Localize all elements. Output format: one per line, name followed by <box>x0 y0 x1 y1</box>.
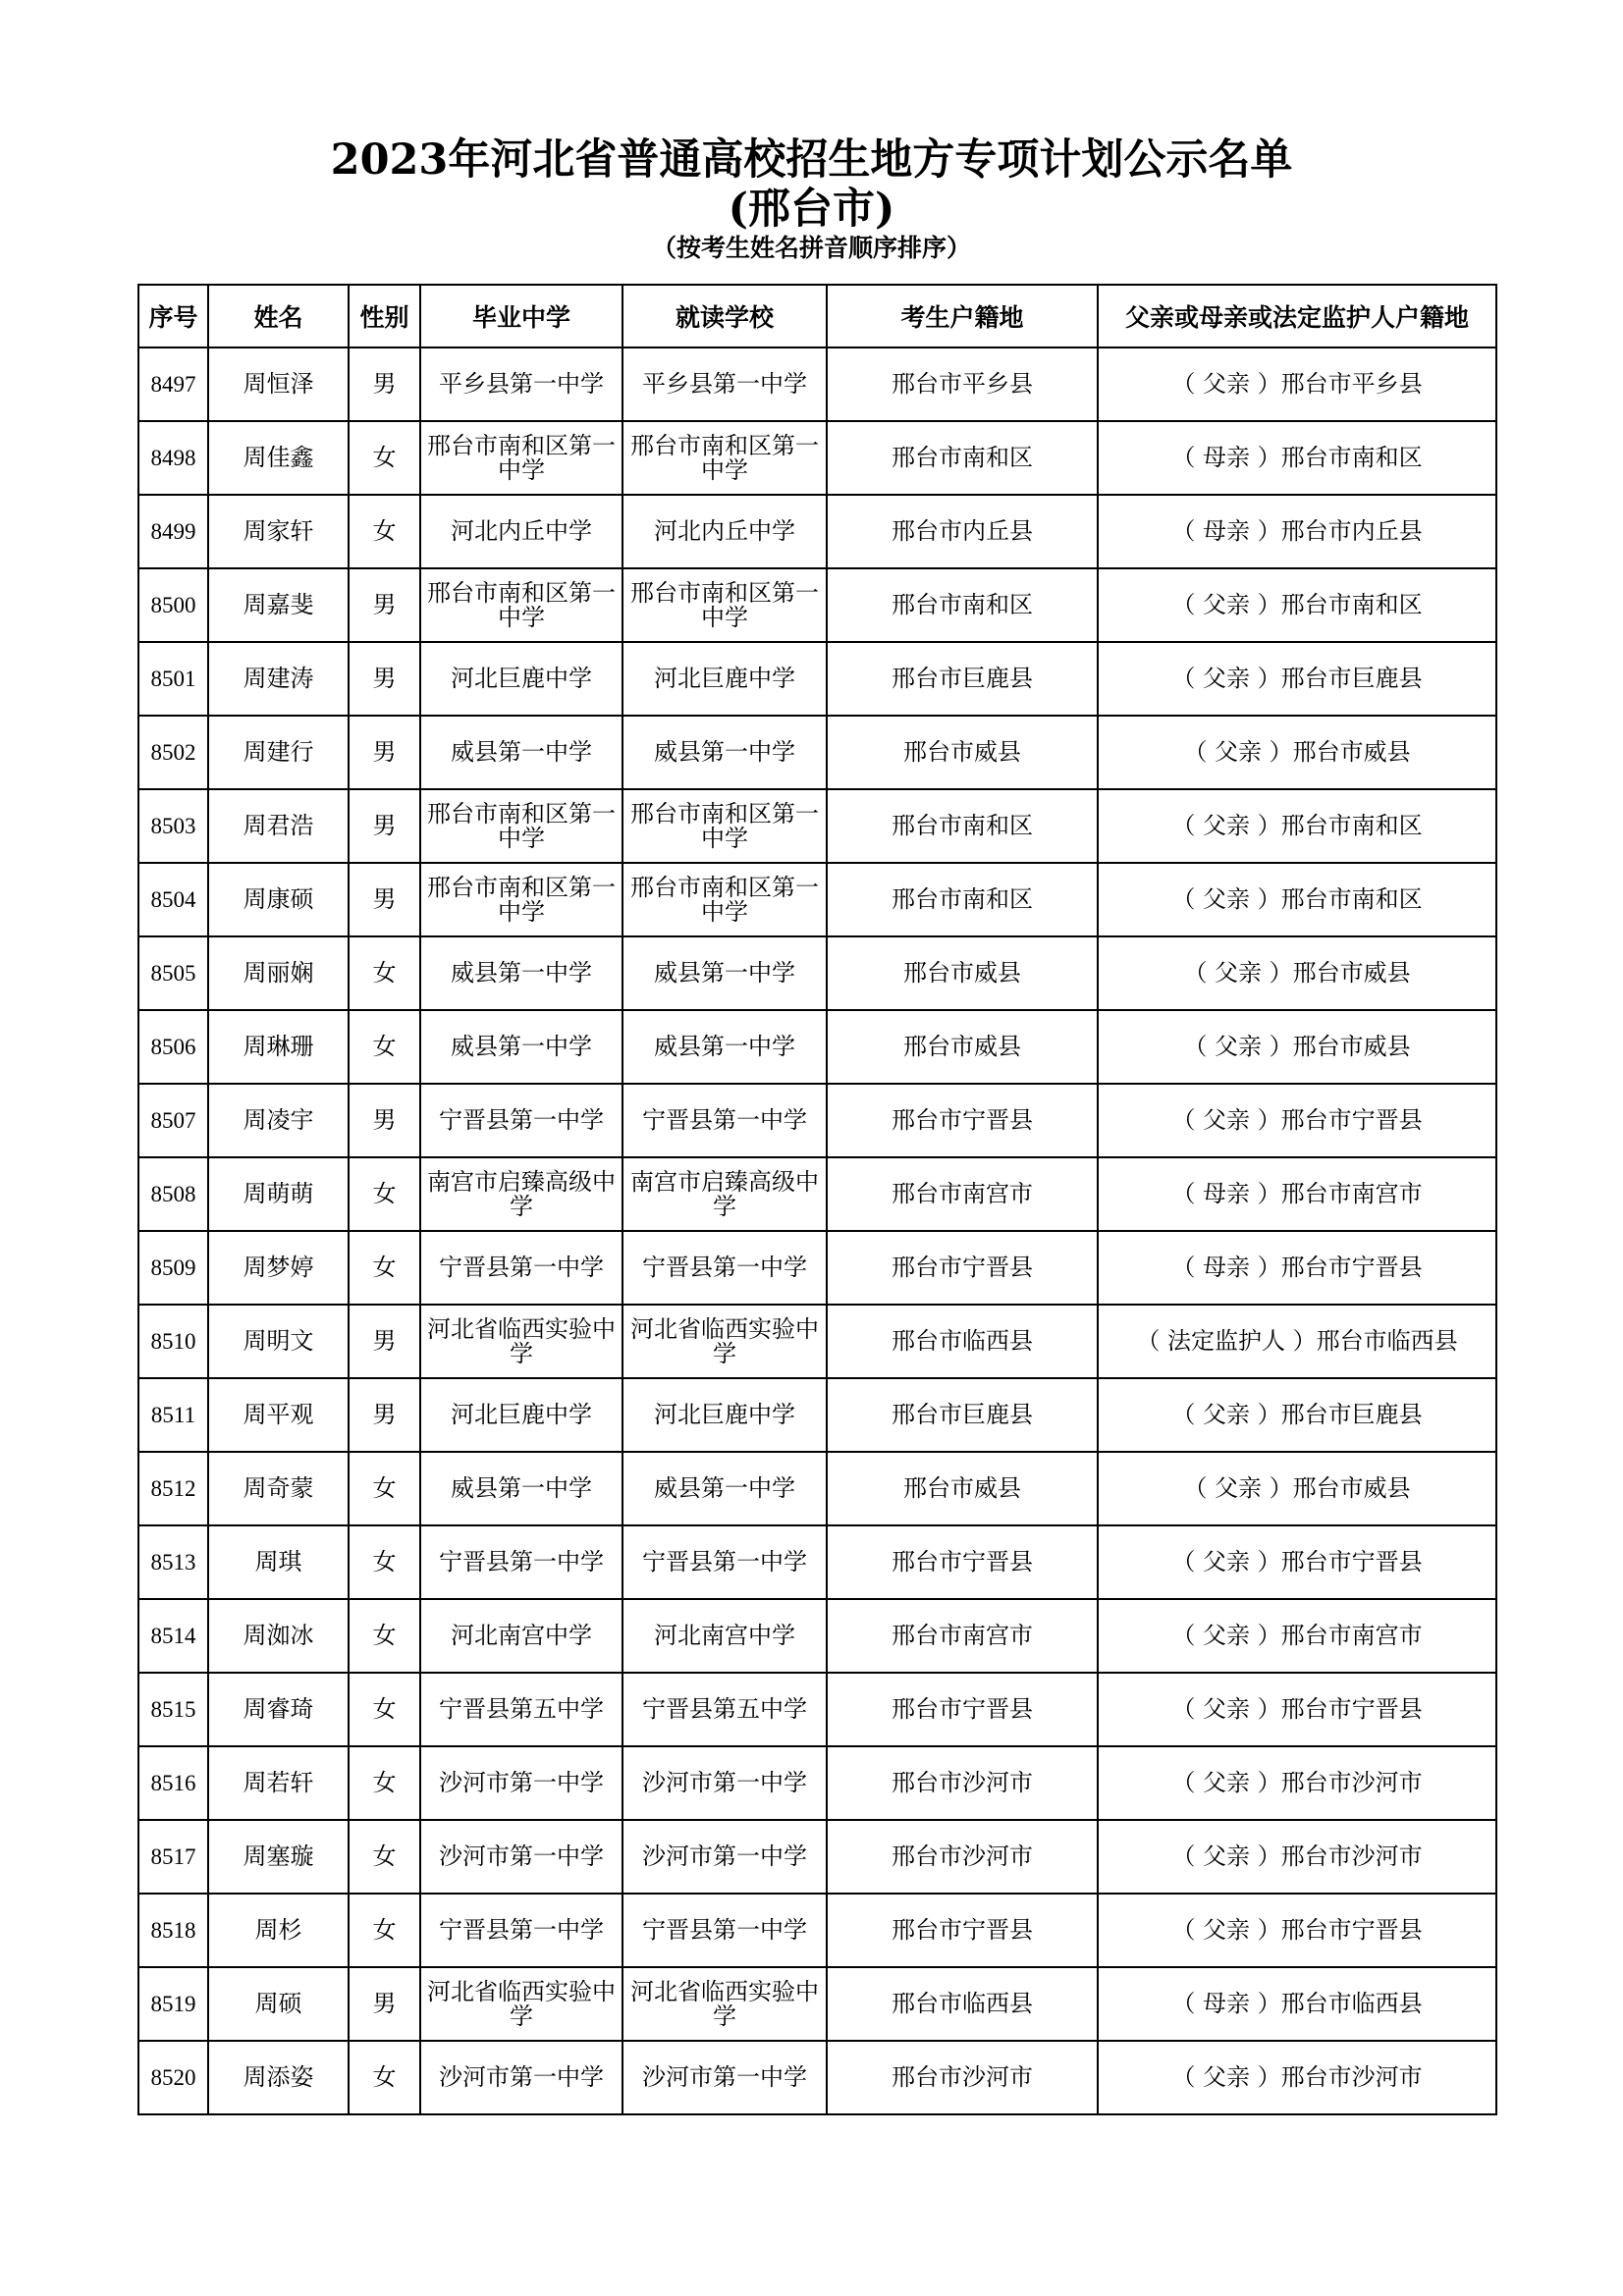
column-header-graduation-school: 毕业中学 <box>420 285 622 347</box>
cell-gender: 女 <box>349 1452 420 1525</box>
cell-guardian-hukou: （ 父亲 ）邢台市巨鹿县 <box>1098 1378 1496 1452</box>
school-text: 宁晋县第一中学 <box>439 1548 604 1575</box>
cell-student-hukou: 邢台市临西县 <box>827 1305 1098 1378</box>
cell-student-hukou: 邢台市内丘县 <box>827 495 1098 568</box>
page-subtitle-city: (邢台市) <box>728 185 895 234</box>
school-text: 威县第一中学 <box>451 959 592 987</box>
cell-gender: 女 <box>349 2041 420 2114</box>
school-text: 宁晋县第一中学 <box>642 1916 807 1944</box>
cell-seq: 8520 <box>138 2041 208 2114</box>
school-text: 威县第一中学 <box>654 1033 795 1060</box>
table-row <box>138 1010 1496 1084</box>
sort-note: （按考生姓名拼音顺序排序） <box>651 234 971 262</box>
cell-current-school <box>622 1820 827 1894</box>
cell-current-school <box>622 1599 827 1673</box>
cell-name: 周家轩 <box>208 495 349 568</box>
cell-guardian-hukou: （ 父亲 ）邢台市宁晋县 <box>1098 1084 1496 1157</box>
cell-gender: 女 <box>349 936 420 1010</box>
cell-student-hukou: 邢台市南和区 <box>827 863 1098 936</box>
cell-seq: 8512 <box>138 1452 208 1525</box>
cell-current-school <box>622 1010 827 1084</box>
cell-graduation-school <box>420 2041 622 2114</box>
cell-name: 周丽娴 <box>208 936 349 1010</box>
cell-guardian-hukou: （ 母亲 ）邢台市宁晋县 <box>1098 1231 1496 1305</box>
table-row <box>138 1746 1496 1820</box>
column-header-guardian-hukou: 父亲或母亲或法定监护人户籍地 <box>1098 285 1496 347</box>
school-text: 河北巨鹿中学 <box>654 665 795 692</box>
table-body <box>138 347 1496 2114</box>
cell-seq: 8517 <box>138 1820 208 1894</box>
cell-current-school <box>622 1525 827 1599</box>
cell-name: 周凌宇 <box>208 1084 349 1157</box>
cell-name: 周塞璇 <box>208 1820 349 1894</box>
school-text: 威县第一中学 <box>654 738 795 766</box>
cell-student-hukou: 邢台市威县 <box>827 1452 1098 1525</box>
cell-graduation-school <box>420 642 622 716</box>
cell-student-hukou: 邢台市巨鹿县 <box>827 1378 1098 1452</box>
table-row <box>138 716 1496 789</box>
cell-name: 周添姿 <box>208 2041 349 2114</box>
cell-gender: 男 <box>349 568 420 642</box>
cell-guardian-hukou: （ 父亲 ）邢台市宁晋县 <box>1098 1525 1496 1599</box>
school-text: 平乡县第一中学 <box>642 370 807 398</box>
cell-guardian-hukou: （ 父亲 ）邢台市威县 <box>1098 936 1496 1010</box>
cell-gender: 男 <box>349 642 420 716</box>
cell-current-school <box>622 347 827 421</box>
table-header <box>138 285 1496 347</box>
cell-seq: 8500 <box>138 568 208 642</box>
cell-gender: 男 <box>349 863 420 936</box>
table-row <box>138 1525 1496 1599</box>
table-row <box>138 642 1496 716</box>
table-row <box>138 1231 1496 1305</box>
cell-seq: 8516 <box>138 1746 208 1820</box>
school-text: 宁晋县第一中学 <box>642 1106 807 1134</box>
cell-gender: 女 <box>349 1673 420 1746</box>
school-text: 南宫市启臻高级中学 <box>630 1167 819 1220</box>
cell-seq: 8498 <box>138 421 208 495</box>
cell-seq: 8501 <box>138 642 208 716</box>
cell-graduation-school <box>420 1820 622 1894</box>
school-text: 邢台市南和区第一中学 <box>427 799 616 852</box>
cell-graduation-school <box>420 1157 622 1231</box>
school-text: 南宫市启臻高级中学 <box>427 1167 616 1220</box>
cell-gender: 男 <box>349 1967 420 2041</box>
cell-name: 周琳珊 <box>208 1010 349 1084</box>
cell-gender: 女 <box>349 1010 420 1084</box>
cell-current-school <box>622 1084 827 1157</box>
school-text: 邢台市南和区第一中学 <box>630 578 819 631</box>
school-text: 河北省临西实验中学 <box>630 1314 819 1367</box>
cell-gender: 女 <box>349 421 420 495</box>
cell-graduation-school <box>420 495 622 568</box>
cell-gender: 女 <box>349 1599 420 1673</box>
cell-guardian-hukou: （ 父亲 ）邢台市宁晋县 <box>1098 1894 1496 1967</box>
cell-name: 周梦婷 <box>208 1231 349 1305</box>
table-row <box>138 1157 1496 1231</box>
school-text: 宁晋县第五中学 <box>642 1695 807 1723</box>
cell-seq: 8511 <box>138 1378 208 1452</box>
cell-seq: 8497 <box>138 347 208 421</box>
school-text: 邢台市南和区第一中学 <box>630 799 819 852</box>
cell-seq: 8503 <box>138 789 208 863</box>
cell-current-school <box>622 421 827 495</box>
cell-name: 周嘉斐 <box>208 568 349 642</box>
cell-graduation-school <box>420 1378 622 1452</box>
cell-current-school <box>622 1452 827 1525</box>
cell-name: 周奇蒙 <box>208 1452 349 1525</box>
cell-graduation-school <box>420 1894 622 1967</box>
cell-student-hukou: 邢台市临西县 <box>827 1967 1098 2041</box>
cell-name: 周佳鑫 <box>208 421 349 495</box>
cell-guardian-hukou: （ 父亲 ）邢台市宁晋县 <box>1098 1673 1496 1746</box>
column-header-student-hukou: 考生户籍地 <box>827 285 1098 347</box>
cell-guardian-hukou: （ 父亲 ）邢台市威县 <box>1098 716 1496 789</box>
school-text: 河北内丘中学 <box>451 517 592 545</box>
column-header-seq: 序号 <box>138 285 208 347</box>
cell-gender: 男 <box>349 1084 420 1157</box>
cell-student-hukou: 邢台市宁晋县 <box>827 1231 1098 1305</box>
cell-guardian-hukou: （ 母亲 ）邢台市南和区 <box>1098 421 1496 495</box>
cell-graduation-school <box>420 1010 622 1084</box>
cell-graduation-school <box>420 347 622 421</box>
school-text: 河北巨鹿中学 <box>451 1401 592 1428</box>
cell-seq: 8515 <box>138 1673 208 1746</box>
table-row <box>138 347 1496 421</box>
cell-gender: 女 <box>349 1157 420 1231</box>
cell-graduation-school <box>420 1967 622 2041</box>
school-text: 河北南宫中学 <box>451 1622 592 1649</box>
cell-guardian-hukou: （ 父亲 ）邢台市南和区 <box>1098 789 1496 863</box>
cell-gender: 男 <box>349 716 420 789</box>
cell-current-school <box>622 863 827 936</box>
cell-guardian-hukou: （ 父亲 ）邢台市沙河市 <box>1098 1820 1496 1894</box>
school-text: 邢台市南和区第一中学 <box>427 873 616 926</box>
school-text: 威县第一中学 <box>451 738 592 766</box>
cell-student-hukou: 邢台市巨鹿县 <box>827 642 1098 716</box>
table-row <box>138 2041 1496 2114</box>
cell-current-school <box>622 716 827 789</box>
table-row <box>138 936 1496 1010</box>
school-text: 河北巨鹿中学 <box>451 665 592 692</box>
cell-graduation-school <box>420 1305 622 1378</box>
school-text: 邢台市南和区第一中学 <box>427 578 616 631</box>
admission-roster-table <box>137 284 1497 2115</box>
cell-gender: 女 <box>349 1746 420 1820</box>
cell-current-school <box>622 642 827 716</box>
table-row <box>138 1599 1496 1673</box>
cell-current-school <box>622 2041 827 2114</box>
table-row <box>138 1967 1496 2041</box>
cell-gender: 男 <box>349 1305 420 1378</box>
page-title: 2023年河北省普通高校招生地方专项计划公示名单 <box>330 135 1293 185</box>
column-header-name: 姓名 <box>208 285 349 347</box>
cell-guardian-hukou: （ 父亲 ）邢台市南宫市 <box>1098 1599 1496 1673</box>
cell-student-hukou: 邢台市宁晋县 <box>827 1894 1098 1967</box>
school-text: 河北省临西实验中学 <box>427 1977 616 2030</box>
cell-graduation-school <box>420 1231 622 1305</box>
cell-name: 周平观 <box>208 1378 349 1452</box>
table-row <box>138 421 1496 495</box>
school-text: 邢台市南和区第一中学 <box>630 431 819 484</box>
cell-name: 周琪 <box>208 1525 349 1599</box>
school-text: 宁晋县第五中学 <box>439 1695 604 1723</box>
header-row <box>138 285 1496 347</box>
cell-seq: 8502 <box>138 716 208 789</box>
school-text: 宁晋县第一中学 <box>439 1106 604 1134</box>
table-row <box>138 1894 1496 1967</box>
cell-graduation-school <box>420 568 622 642</box>
cell-guardian-hukou: （ 父亲 ）邢台市威县 <box>1098 1010 1496 1084</box>
cell-seq: 8519 <box>138 1967 208 2041</box>
cell-name: 周君浩 <box>208 789 349 863</box>
cell-guardian-hukou: （ 父亲 ）邢台市威县 <box>1098 1452 1496 1525</box>
school-text: 宁晋县第一中学 <box>642 1254 807 1281</box>
cell-student-hukou: 邢台市南宫市 <box>827 1599 1098 1673</box>
cell-student-hukou: 邢台市威县 <box>827 716 1098 789</box>
cell-seq: 8506 <box>138 1010 208 1084</box>
table-row <box>138 1820 1496 1894</box>
cell-seq: 8514 <box>138 1599 208 1673</box>
cell-seq: 8508 <box>138 1157 208 1231</box>
cell-seq: 8518 <box>138 1894 208 1967</box>
school-text: 威县第一中学 <box>451 1474 592 1502</box>
cell-gender: 男 <box>349 789 420 863</box>
cell-student-hukou: 邢台市南和区 <box>827 421 1098 495</box>
cell-name: 周明文 <box>208 1305 349 1378</box>
cell-guardian-hukou: （ 母亲 ）邢台市南宫市 <box>1098 1157 1496 1231</box>
school-text: 河北省临西实验中学 <box>630 1977 819 2030</box>
cell-seq: 8513 <box>138 1525 208 1599</box>
cell-student-hukou: 邢台市沙河市 <box>827 1820 1098 1894</box>
school-text: 河北巨鹿中学 <box>654 1401 795 1428</box>
school-text: 宁晋县第一中学 <box>439 1916 604 1944</box>
school-text: 平乡县第一中学 <box>439 370 604 398</box>
school-text: 沙河市第一中学 <box>642 1842 807 1870</box>
cell-guardian-hukou: （ 母亲 ）邢台市内丘县 <box>1098 495 1496 568</box>
school-text: 宁晋县第一中学 <box>642 1548 807 1575</box>
cell-student-hukou: 邢台市沙河市 <box>827 1746 1098 1820</box>
cell-name: 周建涛 <box>208 642 349 716</box>
school-text: 威县第一中学 <box>654 959 795 987</box>
column-header-gender: 性别 <box>349 285 420 347</box>
cell-current-school <box>622 568 827 642</box>
cell-seq: 8510 <box>138 1305 208 1378</box>
cell-gender: 女 <box>349 1525 420 1599</box>
school-text: 宁晋县第一中学 <box>439 1254 604 1281</box>
cell-seq: 8504 <box>138 863 208 936</box>
table-row <box>138 568 1496 642</box>
cell-current-school <box>622 789 827 863</box>
table-row <box>138 1084 1496 1157</box>
cell-graduation-school <box>420 1452 622 1525</box>
table-row <box>138 1452 1496 1525</box>
cell-gender: 男 <box>349 347 420 421</box>
cell-name: 周康硕 <box>208 863 349 936</box>
school-text: 威县第一中学 <box>654 1474 795 1502</box>
school-text: 沙河市第一中学 <box>439 1769 604 1796</box>
cell-current-school <box>622 1894 827 1967</box>
cell-student-hukou: 邢台市南宫市 <box>827 1157 1098 1231</box>
cell-graduation-school <box>420 1525 622 1599</box>
school-text: 河北省临西实验中学 <box>427 1314 616 1367</box>
cell-name: 周睿琦 <box>208 1673 349 1746</box>
cell-gender: 女 <box>349 1231 420 1305</box>
cell-guardian-hukou: （ 父亲 ）邢台市沙河市 <box>1098 2041 1496 2114</box>
table-row <box>138 1673 1496 1746</box>
school-text: 沙河市第一中学 <box>439 2063 604 2091</box>
school-text: 威县第一中学 <box>451 1033 592 1060</box>
school-text: 邢台市南和区第一中学 <box>427 431 616 484</box>
cell-current-school <box>622 936 827 1010</box>
cell-gender: 女 <box>349 1820 420 1894</box>
cell-gender: 男 <box>349 1378 420 1452</box>
cell-current-school <box>622 1378 827 1452</box>
cell-graduation-school <box>420 936 622 1010</box>
school-text: 沙河市第一中学 <box>642 2063 807 2091</box>
cell-student-hukou: 邢台市平乡县 <box>827 347 1098 421</box>
cell-seq: 8505 <box>138 936 208 1010</box>
table-row <box>138 495 1496 568</box>
school-text: 河北南宫中学 <box>654 1622 795 1649</box>
cell-guardian-hukou: （ 父亲 ）邢台市巨鹿县 <box>1098 642 1496 716</box>
cell-student-hukou: 邢台市宁晋县 <box>827 1525 1098 1599</box>
cell-guardian-hukou: （ 母亲 ）邢台市临西县 <box>1098 1967 1496 2041</box>
cell-student-hukou: 邢台市南和区 <box>827 789 1098 863</box>
cell-graduation-school <box>420 716 622 789</box>
cell-guardian-hukou: （ 法定监护人 ）邢台市临西县 <box>1098 1305 1496 1378</box>
cell-guardian-hukou: （ 父亲 ）邢台市南和区 <box>1098 568 1496 642</box>
column-header-current-school: 就读学校 <box>622 285 827 347</box>
cell-name: 周若轩 <box>208 1746 349 1820</box>
cell-graduation-school <box>420 1673 622 1746</box>
cell-name: 周杉 <box>208 1894 349 1967</box>
cell-name: 周恒泽 <box>208 347 349 421</box>
table-row <box>138 1378 1496 1452</box>
table-row <box>138 863 1496 936</box>
cell-student-hukou: 邢台市威县 <box>827 936 1098 1010</box>
cell-graduation-school <box>420 789 622 863</box>
cell-current-school <box>622 1157 827 1231</box>
cell-current-school <box>622 1305 827 1378</box>
cell-current-school <box>622 1231 827 1305</box>
cell-student-hukou: 邢台市威县 <box>827 1010 1098 1084</box>
cell-graduation-school <box>420 1746 622 1820</box>
school-text: 沙河市第一中学 <box>439 1842 604 1870</box>
cell-gender: 女 <box>349 495 420 568</box>
cell-name: 周建行 <box>208 716 349 789</box>
cell-name: 周洳冰 <box>208 1599 349 1673</box>
school-text: 沙河市第一中学 <box>642 1769 807 1796</box>
cell-graduation-school <box>420 863 622 936</box>
cell-current-school <box>622 1746 827 1820</box>
cell-seq: 8509 <box>138 1231 208 1305</box>
cell-student-hukou: 邢台市宁晋县 <box>827 1084 1098 1157</box>
cell-graduation-school <box>420 421 622 495</box>
cell-seq: 8507 <box>138 1084 208 1157</box>
cell-student-hukou: 邢台市宁晋县 <box>827 1673 1098 1746</box>
cell-guardian-hukou: （ 父亲 ）邢台市平乡县 <box>1098 347 1496 421</box>
cell-current-school <box>622 1673 827 1746</box>
cell-student-hukou: 邢台市南和区 <box>827 568 1098 642</box>
cell-guardian-hukou: （ 父亲 ）邢台市南和区 <box>1098 863 1496 936</box>
cell-name: 周萌萌 <box>208 1157 349 1231</box>
cell-guardian-hukou: （ 父亲 ）邢台市沙河市 <box>1098 1746 1496 1820</box>
cell-current-school <box>622 495 827 568</box>
table-row <box>138 1305 1496 1378</box>
cell-gender: 女 <box>349 1894 420 1967</box>
cell-graduation-school <box>420 1084 622 1157</box>
school-text: 邢台市南和区第一中学 <box>630 873 819 926</box>
school-text: 河北内丘中学 <box>654 517 795 545</box>
cell-seq: 8499 <box>138 495 208 568</box>
cell-name: 周硕 <box>208 1967 349 2041</box>
cell-current-school <box>622 1967 827 2041</box>
table-row <box>138 789 1496 863</box>
cell-student-hukou: 邢台市沙河市 <box>827 2041 1098 2114</box>
cell-graduation-school <box>420 1599 622 1673</box>
